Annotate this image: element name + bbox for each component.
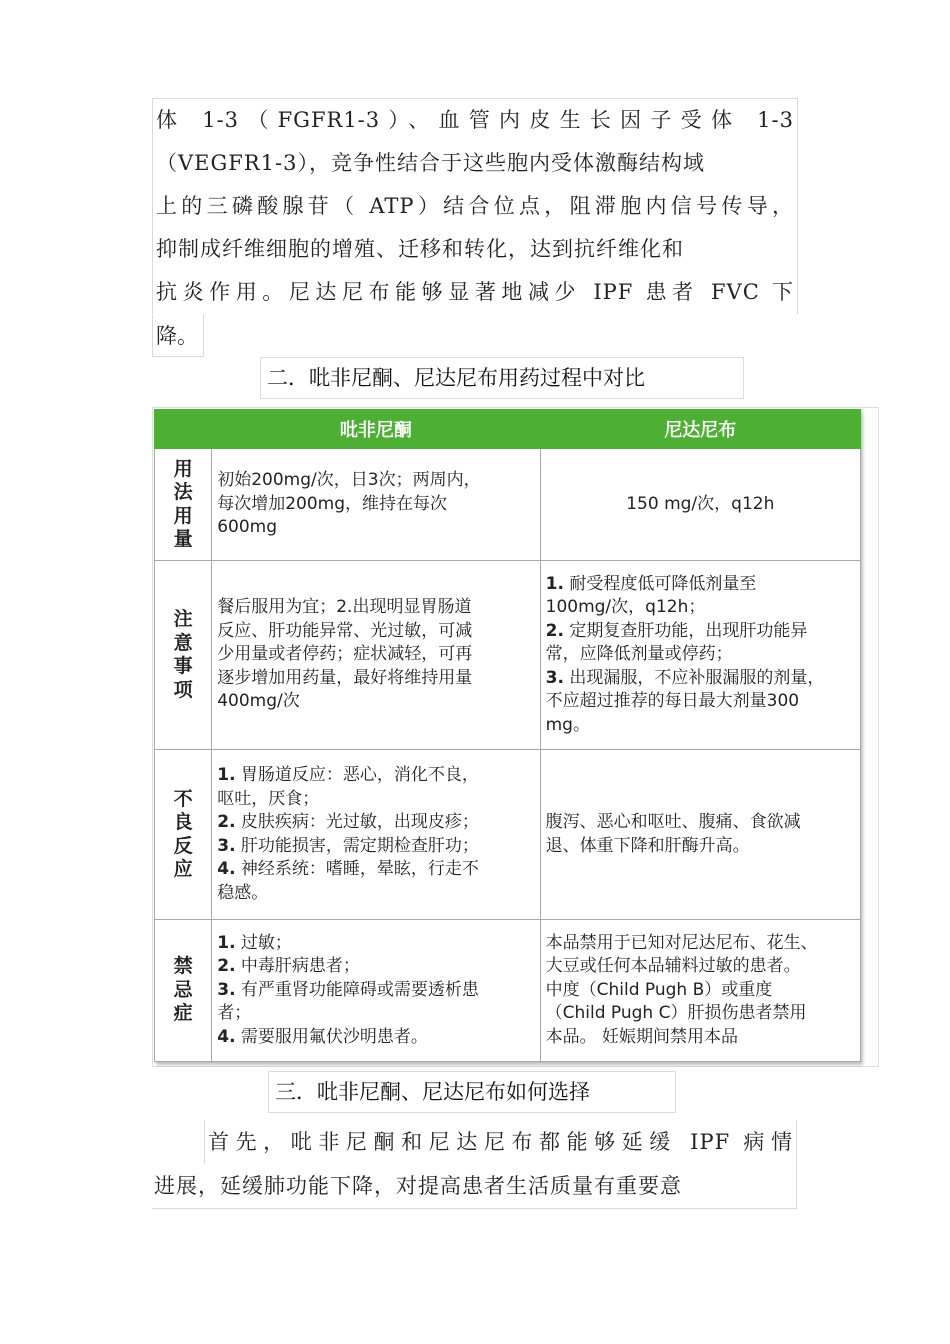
row-label: 禁忌症: [155, 920, 212, 1062]
comparison-table: [154, 409, 861, 1062]
table-row-adverse-reactions: [155, 750, 861, 920]
paragraph-intro: [152, 98, 798, 314]
section-heading-selection: 三．吡非尼酮、尼达尼布如何选择: [268, 1071, 676, 1113]
text-line: 首先，吡非尼酮和尼达尼布都能够延缓 IPF 病情: [204, 1120, 796, 1164]
cell-pirfenidone: 餐后服用为宜；2.出现明显胃肠道 反应、肝功能异常、光过敏，可减 少用量或者停药；症状减轻，可再 逐步增加用药量，最好将维持用量 400mg/次: [212, 561, 540, 750]
cell-pirfenidone: 1. 过敏； 2. 中毒肝病患者； 3. 有严重肾功能障碍或需要透析患 者； 4. 需要服用氟伏沙明患者。: [212, 920, 540, 1062]
text-line: 上的三磷酸腺苷（ ATP）结合位点，阻滞胞内信号传导，: [156, 194, 794, 218]
text-line: （VEGFR1-3），竞争性结合于这些胞内受体激酶结构域: [156, 151, 705, 175]
table-row-precautions: [155, 561, 861, 750]
row-label: 注意事项: [155, 561, 212, 750]
header-pirfenidone: 吡非尼酮: [212, 410, 540, 449]
paragraph-selection: [152, 1120, 797, 1209]
table-header-row: [155, 410, 861, 449]
text-line: 抑制成纤维细胞的增殖、迁移和转化，达到抗纤维化和: [156, 237, 684, 261]
row-label: 用法用量: [155, 449, 212, 561]
text-line-last: 降。: [152, 315, 204, 357]
table-row-contraindications: [155, 920, 861, 1062]
table-row-dosage: [155, 449, 861, 561]
text-line: 体 1-3（FGFR1-3）、血管内皮生长因子受体 1-3: [156, 108, 794, 132]
cell-nintedanib: 1. 耐受程度低可降低剂量至 100mg/次，q12h； 2. 定期复查肝功能，出现肝功能异 常，应降低剂量或停药； 3. 出现漏服，不应补服漏服的剂量， 不应超过推荐的每日最大剂量300 mg。: [540, 561, 860, 750]
cell-nintedanib: 150 mg/次，q12h: [540, 449, 860, 561]
cell-nintedanib: 腹泻、恶心和呕吐、腹痛、食欲减 退、体重下降和肝酶升高。: [540, 750, 860, 920]
cell-pirfenidone: 1. 胃肠道反应：恶心，消化不良， 呕吐，厌食； 2. 皮肤疾病：光过敏，出现皮疹； 3. 肝功能损害，需定期检查肝功； 4. 神经系统：嗜睡，晕眩，行走不 稳感。: [212, 750, 540, 920]
section-heading-comparison: 二．吡非尼酮、尼达尼布用药过程中对比: [260, 357, 744, 399]
row-label: 不良反应: [155, 750, 212, 920]
header-corner: [155, 410, 212, 449]
header-nintedanib: 尼达尼布: [540, 410, 860, 449]
cell-nintedanib: 本品禁用于已知对尼达尼布、花生、 大豆或任何本品辅料过敏的患者。 中度（Child Pugh B）或重度 （Child Pugh C）肝损伤患者禁用 本品。 妊娠期间禁用本品: [540, 920, 860, 1062]
text-line: 抗炎作用。尼达尼布能够显著地减少 IPF 患者 FVC 下: [156, 280, 794, 304]
cell-pirfenidone: 初始200mg/次，日3次；两周内， 每次增加200mg，维持在每次 600mg: [212, 449, 540, 561]
text-line: 进展，延缓肺功能下降，对提高患者生活质量有重要意: [154, 1174, 682, 1198]
